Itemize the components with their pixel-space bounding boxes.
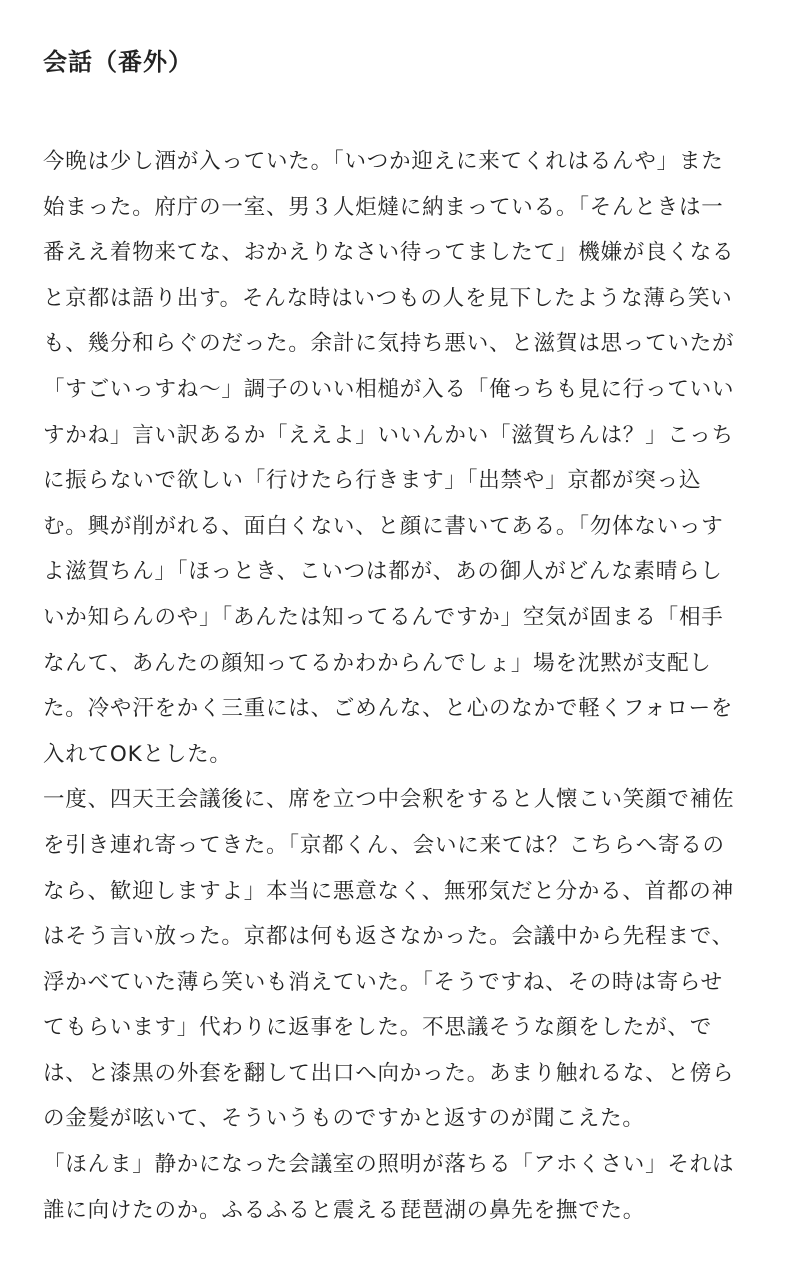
- text-line: 一度、四天王会議後に、席を立つ中会釈をすると人懐こい笑顔で補佐: [43, 787, 735, 813]
- text-line: なら、歓迎しますよ」本当に悪意なく、無邪気だと分かる、首都の神: [43, 878, 734, 904]
- text-line: いか知らんのや」「あんたは知ってるんですか」空気が固まる「相手: [43, 604, 724, 630]
- text-line: の金髪が呟いて、そういうものですかと返すのが聞こえた。: [43, 1106, 645, 1132]
- text-line: よ滋賀ちん」「ほっとき、こいつは都が、あの御人がどんな素晴らし: [43, 559, 723, 585]
- page-title: 会話（番外）: [43, 48, 193, 76]
- text-line: は、と漆黒の外套を翻して出口へ向かった。あまり触れるな、と傍ら: [43, 1060, 735, 1086]
- text-line: た。冷や汗をかく三重には、ごめんな、と心のなかで軽くフォローを: [43, 696, 734, 722]
- text-line: を引き連れ寄ってきた。「京都くん、会いに来ては？こちらへ寄るの: [43, 832, 725, 858]
- text-line: 「ほんま」静かになった会議室の照明が落ちる「アホくさい」それは: [43, 1152, 735, 1178]
- text-line: てもらいます」代わりに返事をした。不思議そうな顔をしたが、で: [43, 1015, 713, 1041]
- text-line: む。興が削がれる、面白くない、と顔に書いてある。「勿体ないっす: [43, 513, 724, 539]
- text-line: 始まった。府庁の一室、男３人炬燵に納まっている。「そんときは一: [43, 194, 724, 220]
- text-line: 番ええ着物来てな、おかえりなさい待ってましたて」機嫌が良くなる: [43, 240, 735, 266]
- text-line: 誰に向けたのか。ふるふると震える琵琶湖の鼻先を撫でた。: [43, 1197, 646, 1223]
- text-line: 浮かべていた薄ら笑いも消えていた。「そうですね、その時は寄らせ: [43, 969, 723, 995]
- text-line: も、幾分和らぐのだった。余計に気持ち悪い、と滋賀は思っていたが: [43, 331, 735, 357]
- text-line: 入れてOKとした。: [43, 741, 232, 767]
- text-line: 今晩は少し酒が入っていた。「いつか迎えに来てくれはるんや」また: [43, 149, 724, 174]
- text-line: 「すごいっすね〜」調子のいい相槌が入る「俺っちも見に行っていい: [43, 376, 735, 402]
- text-line: に振らないで欲しい「行けたら行きます」「出禁や」京都が突っ込: [43, 468, 702, 494]
- text-line: すかね」言い訳あるか「ええよ」いいんかい「滋賀ちんは？」こっち: [43, 422, 734, 448]
- text-line: はそう言い放った。京都は何も返さなかった。会議中から先程まで、: [43, 924, 734, 950]
- story-text: [43, 144, 759, 1238]
- text-line: なんて、あんたの顔知ってるかわからんでしょ」場を沈黙が支配し: [43, 650, 712, 676]
- text-line: と京都は語り出す。そんな時はいつもの人を見下したような薄ら笑い: [43, 285, 733, 311]
